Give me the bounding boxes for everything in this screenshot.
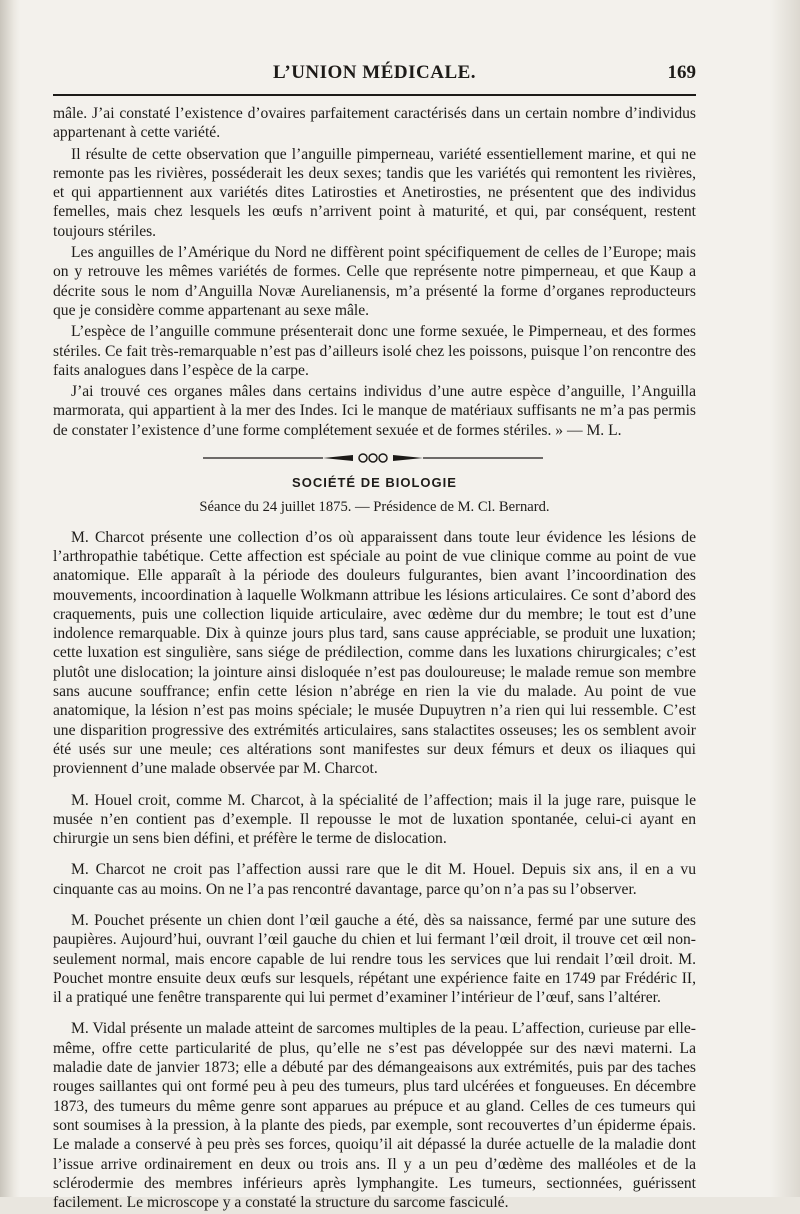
page-number: 169 [667,62,696,83]
paragraph: mâle. J’ai constaté l’existence d’ovaires parfaitement caractérisés dans un certain nombre d’individus appartenant à cette variété. [53,105,696,142]
page-header [53,62,696,92]
ornament-divider [53,447,696,469]
section-title: SOCIÉTÉ DE BIOLOGIE [292,475,457,491]
running-title: L’UNION MÉDICALE. [272,62,477,83]
paragraph: M. Houel croit, comme M. Charcot, à la spécialité de l’affection; mais il la juge rare, puisque le musée n’en contient pas d’exemple. Il repousse le mot de luxation spontanée, celui-ci ayant en chirurgie un sens bien défini, et préfère le terme de dislocation. [53,791,696,848]
paragraph: L’espèce de l’anguille commune présenterait donc une forme sexuée, le Pimperneau, et des formes stériles. Ce fait très-remarquable n’est pas d’ailleurs isolé chez les poissons, puisque l’on rencontre des faits analogues dans l’espèce de la carpe. [53,323,696,379]
header-rule [53,94,696,96]
paragraph: M. Charcot ne croit pas l’affection aussi rare que le dit M. Houel. Depuis six ans, il en a vu cinquante cas au moins. On ne l’a pas rencontré davantage, parce qu’on n’a pas su l’observer. [53,861,696,898]
decorative-rule-ornament-icon [203,447,543,469]
paragraph: M. Charcot présente une collection d’os où apparaissent dans toute leur évidence les lésions de l’arthropathie tabétique. Cette affection est spéciale au point de vue clinique comme au point de vue anatomique. Elle apparaît à la période des douleurs fulgurantes, bien avant l’incoordination des mouvements, incoordination à laquelle Wolkmann attribue les lésions articulaires. Ce sont d’abord des craquements, puis une collection liquide articulaire, avec œdème dur du membre; le tout est d’une indolence remarquable. Dix à quinze jours plus tard, sans cause appréciable, se produit une luxation; cette luxation est singulière, sans siége de prédilection, comme dans les luxations chirurgicales; c’est plutôt une dislocation; la jointure ainsi disloquée n’est pas douloureuse; le malade remue son membre sans aucune souffrance; enfin cette lésion n’abrége en rien la vie du malade. Au point de vue anatomique, la lésion n’est pas moins spéciale; le musée Dupuytren n’a rien qui lui ressemble. C’est une disparition progressive des extrémités articulaires, sans stalactites osseuses; les os semblent avoir été usés sur une meule; ces altérations sont manifestes sur deux fémurs et deux os iliaques qui proviennent d’une malade observée par M. Charcot. [53,528,696,778]
binding-gutter [0,0,20,1197]
paragraph: Il résulte de cette observation que l’anguille pimperneau, variété essentiellement marine, et qui ne remonte pas les rivières, posséderait les deux sexes; tandis que les variétés qui remontent les rivières, et qui appartiennent aux variétés dites Latirosties et Anetirosties, ne présentent que des individus femelles, mais chez lesquels les œufs n’arrivent point à maturité, et qui, par conséquent, restent toujours stériles. [53,145,696,240]
page-edge-shade [770,0,800,1197]
paragraph: Les anguilles de l’Amérique du Nord ne diffèrent point spécifiquement de celles de l’Europe; mais on y retrouve les mêmes variétés de formes. Celle que représente notre pimperneau, et que Kaup a décrite sous le nom d’Anguilla Novæ Aurelianensis, m’a présenté la forme d’organes reproducteurs que je considère comme appartenant au sexe mâle. [53,244,696,319]
article-body [53,104,696,1214]
paragraph: M. Vidal présente un malade atteint de sarcomes multiples de la peau. L’affection, curieuse par elle-même, offre cette particularité de plus, qu’elle ne s’est pas développée sur des nævi materni. La maladie date de janvier 1873; elle a débuté par des démangeaisons aux extrémités, puis par des taches rouges saillantes qui ont formé peu à peu des tumeurs, plus tard ulcérées et fongueuses. En décembre 1873, des tumeurs du même genre sont apparues au prépuce et au gland. Celles de ces tumeurs qui sont soumises à la pression, à la plante des pieds, par exemple, sont recouvertes d’un épiderme épais. Le malade a conservé à peu près ses forces, quoiqu’il ait dépassé la durée actuelle de la maladie dont l’issue arrive ordinairement en deux ou trois ans. Il y a un peu d’œdème des malléoles et de la sclérodermie des membres inférieurs après lymphangite. Les tumeurs, sectionnées, guérissent facilement. Le microscope y a constaté la structure du sarcome fasciculé. [53,1020,696,1212]
paragraph: M. Pouchet présente un chien dont l’œil gauche a été, dès sa naissance, fermé par une suture des paupières. Aujourd’hui, ouvrant l’œil gauche du chien et lui fermant l’œil droit, il trouve cet œil non-seulement normal, mais encore capable de lui rendre tous les services que lui rendait l’œil droit. M. Pouchet montre ensuite deux œufs sur lesquels, répétant une expérience faite en 1749 par Frédéric II, il a pratiqué une fenêtre transparente qui lui permet d’examiner l’intérieur de l’œuf, sans l’altérer. [53,911,696,1007]
paragraph: J’ai trouvé ces organes mâles dans certains individus d’une autre espèce d’anguille, l’Anguilla marmorata, qui appartient à la mer des Indes. Ici le manque de matériaux suffisants ne m’a pas permis de constater l’existence d’une forme complétement sexuée et de formes stériles. » — M. L. [53,383,696,439]
session-line: Séance du 24 juillet 1875. — Présidence de M. Cl. Bernard. [199,499,550,516]
